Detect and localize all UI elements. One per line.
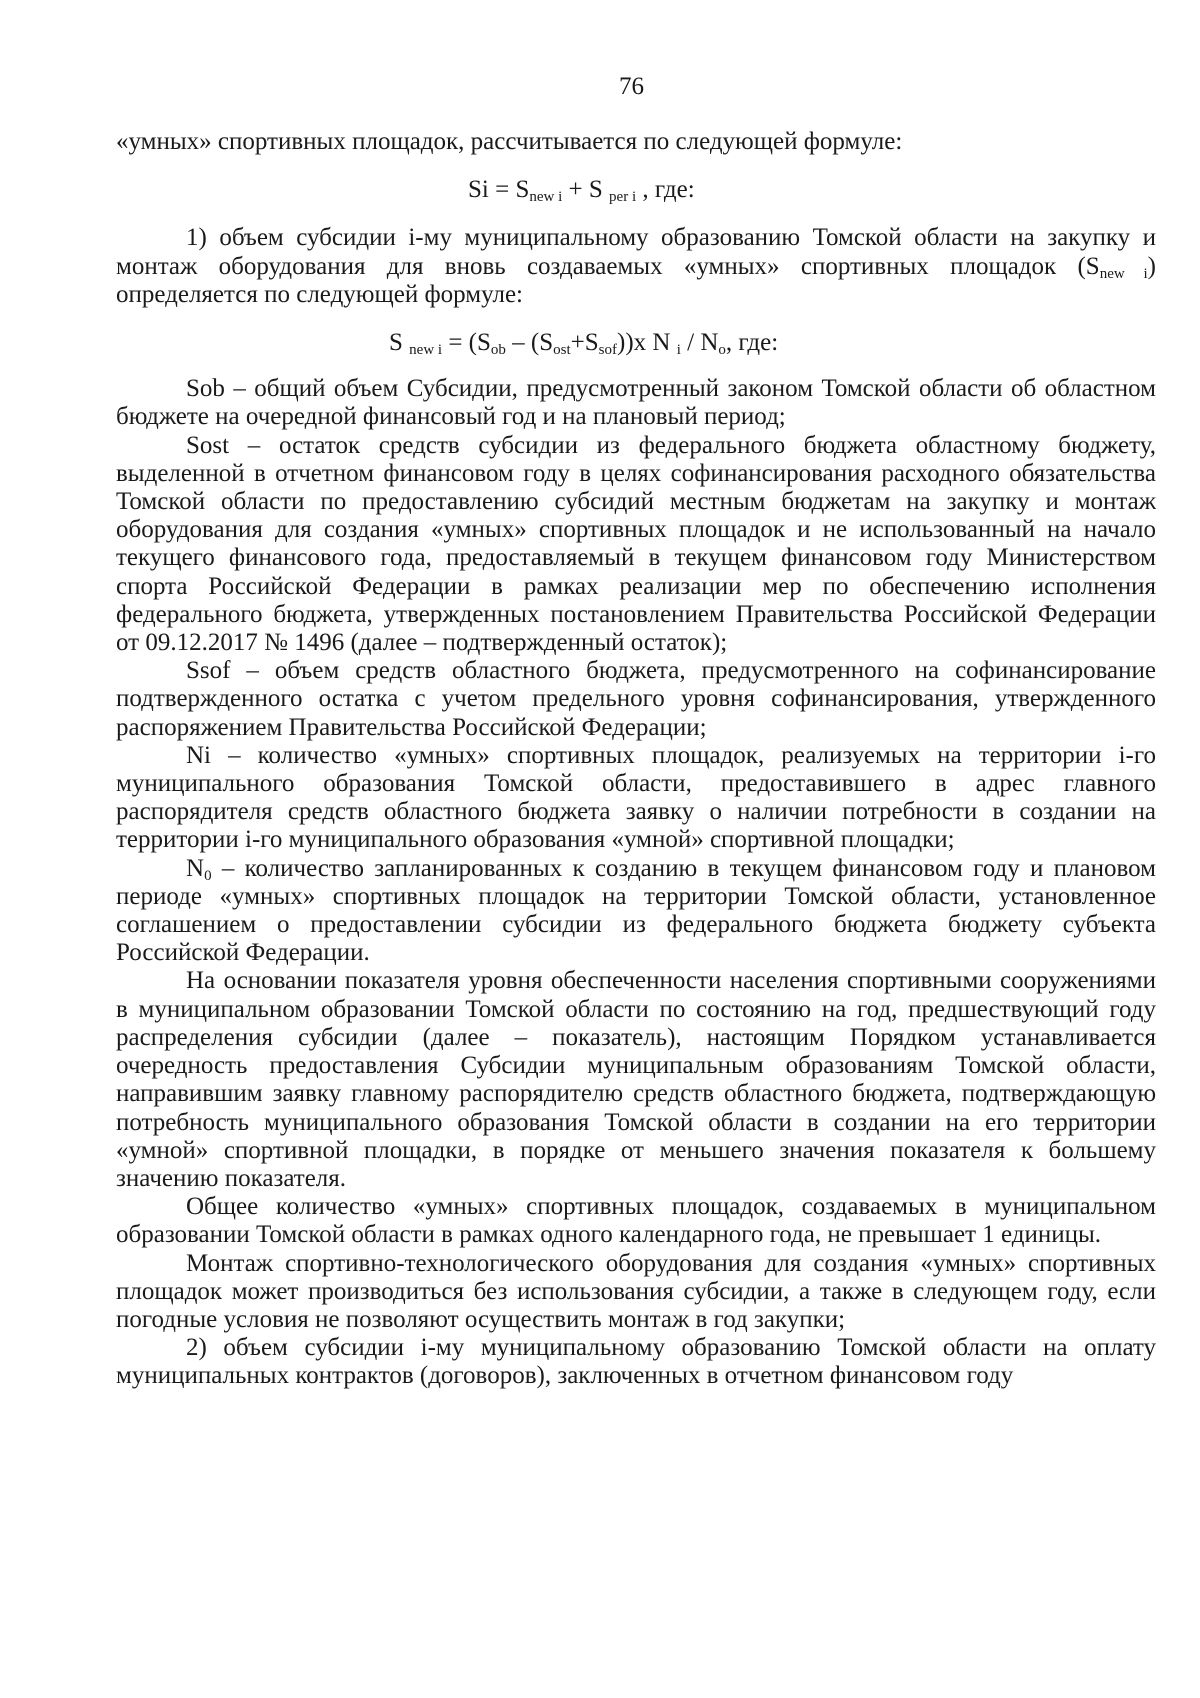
formula-si: $Si = S_{new i} + S$ $_{per i}$ , где: — [468, 176, 695, 206]
item-1-paragraph: 1) объем субсидии i-му муниципальному образованию Томской области на закупку и монтаж оборудования для вновь создаваемых «умных» спортивных площадок $(S_{new i})$ определяется по следующей формуле: — [116, 224, 1156, 308]
definition-sost: Sost – остаток средств субсидии из федерального бюджета областному бюджету, выделенной в отчетном финансовом году в целях софинансирования расходного обязательства Томской области по предоставлению субсидий местным бюджетам на закупку и монтаж оборудования для создания «умных» спортивных площадок и не использованный на начало текущего финансового года, предоставляемый в текущем финансовом году Министерством спорта Российской Федерации в рамках реализации мер по обеспечению исполнения федерального бюджета, утвержденных постановлением Правительства Российской Федерации от 09.12.2017 № 1496 (далее – подтвержденный остаток); — [116, 431, 1156, 657]
intro-line: «умных» спортивных площадок, рассчитывается по следующей формуле: — [116, 128, 903, 155]
paragraph-basis: На основании показателя уровня обеспеченности населения спортивными сооружениями в муниципальном образовании Томской области по состоянию на год, предшествующий году распределения субсидии (далее – показатель), настоящим Порядком устанавливается очередность предоставления Субсидии муниципальным образованиям Томской области, направившим заявку главному распорядителю средств областного бюджета, подтверждающую потребность муниципального образования Томской области в создании на его территории «умной» спортивной площадки, в порядке от меньшего значения показателя к большему значению показателя. — [116, 967, 1156, 1192]
page-content — [116, 128, 1156, 1391]
definition-n0: $N_0$ – количество запланированных к созданию в текущем финансовом году и плановом периоде «умных» спортивных площадок на территории Томской области, установленное соглашением о предоставлении субсидии из федерального бюджета бюджету субъекта Российской Федерации. — [116, 854, 1156, 967]
paragraph-total: Общее количество «умных» спортивных площадок, создаваемых в муниципальном образовании Томской области в рамках одного календарного года, не превышает 1 единицы. — [116, 1193, 1156, 1249]
definition-ni: Ni – количество «умных» спортивных площадок, реализуемых на территории i-го муниципального образования Томской области, предоставившего в адрес главного распорядителя средств областного бюджета заявку о наличии потребности в создании на территории i-го муниципального образования «умной» спортивной площадки; — [116, 741, 1156, 854]
formula-s-new: S $_{new i} = (S_{ob} - (S_{ost}+S_{sof}))x$ N $_i / N_o$, где: — [389, 329, 779, 359]
definition-ssof: Ssof – объем средств областного бюджета, предусмотренного на софинансирование подтвержденного остатка с учетом предельного уровня софинансирования, утвержденного распоряжением Правительства Российской Федерации; — [116, 657, 1156, 741]
page-number: 76 — [619, 73, 644, 100]
paragraph-mounting: Монтаж спортивно-технологического оборудования для создания «умных» спортивных площадок может производиться без использования субсидии, а также в следующем году, если погодные условия не позволяют осуществить монтаж в год закупки; — [116, 1249, 1156, 1333]
definition-sob: Sob – общий объем Субсидии, предусмотренный законом Томской области об областном бюджете на очередной финансовый год и на плановый период; — [116, 375, 1156, 431]
item-2-paragraph: 2) объем субсидии i-му муниципальному образованию Томской области на оплату муниципальных контрактов (договоров), заключенных в отчетном финансовом году — [116, 1334, 1156, 1390]
